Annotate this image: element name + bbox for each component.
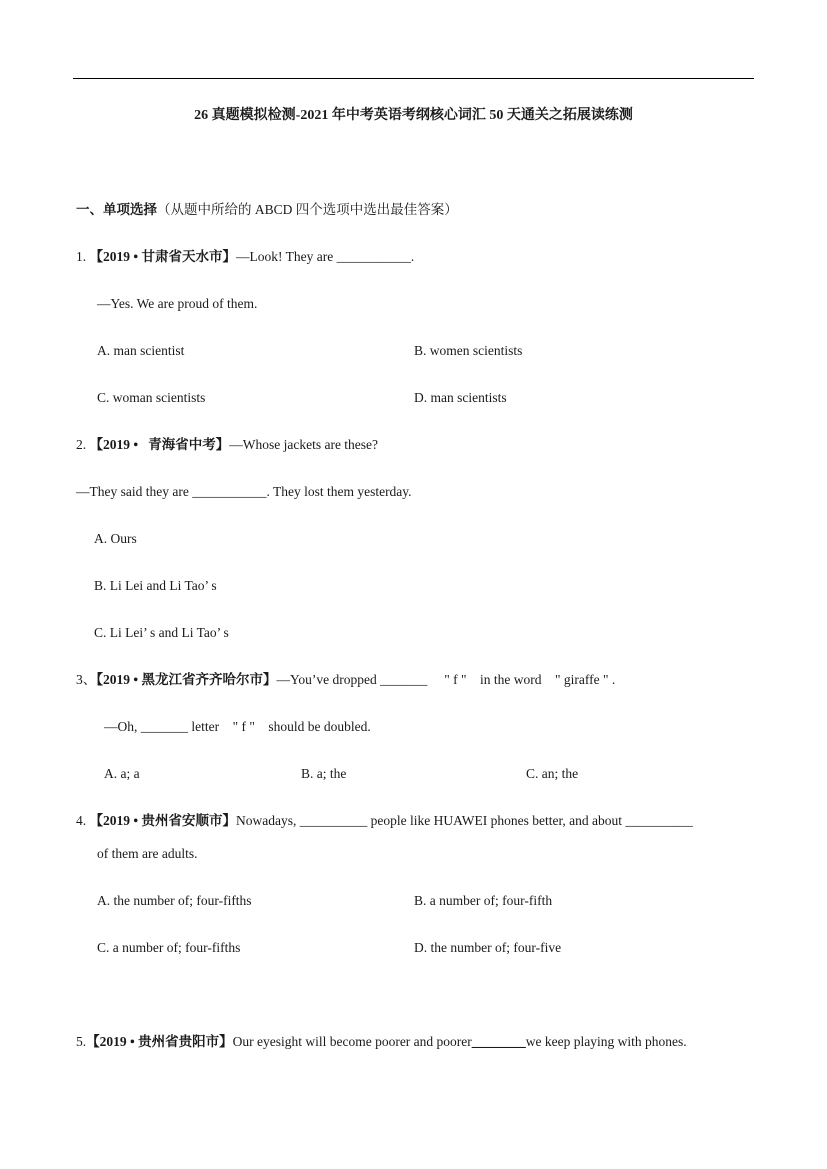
question-number: 4. [76,813,87,828]
question-3-stem [76,671,615,689]
question-text: —You’ve dropped _______ " f " in the word " giraffe " . [276,672,616,687]
question-1-stem [76,248,414,266]
question-number: 3、 [76,672,97,687]
question-5-stem [76,1033,687,1051]
question-source: 【2019 • 贵州省安顺市】 [89,813,236,828]
header-rule [73,78,754,79]
question-blank: ________ [471,1034,526,1049]
question-text: —Whose jackets are these? [229,437,379,452]
question-4-stem [76,812,693,830]
question-4-stem-continued: of them are adults. [97,846,198,861]
question-1-reply: —Yes. We are proud of them. [97,296,258,311]
question-1-option-d: D. man scientists [414,390,507,405]
question-text: —Look! They are ___________. [235,249,415,264]
question-3-option-b: B. a; the [301,766,347,781]
question-1-option-a: A. man scientist [97,343,185,358]
question-source: 【2019 • 贵州省贵阳市】 [86,1034,233,1049]
question-2-option-a: A. Ours [94,531,137,546]
question-number: 5. [76,1034,87,1049]
question-2-option-c: C. Li Lei’ s and Li Tao’ s [94,625,229,640]
question-text-tail: we keep playing with phones. [525,1034,687,1049]
section-heading [76,201,458,219]
question-1-option-b: B. women scientists [414,343,523,358]
question-4-option-d: D. the number of; four-five [414,940,562,955]
question-source: 【2019 • 黑龙江省齐齐哈尔市】 [96,672,277,687]
question-2-reply: —They said they are ___________. They lost them yesterday. [76,484,412,499]
question-2-option-b: B. Li Lei and Li Tao’ s [94,578,217,593]
question-1-option-c: C. woman scientists [97,390,206,405]
question-4-option-b: B. a number of; four-fifth [414,893,553,908]
question-number: 2. [76,437,87,452]
question-number: 1. [76,249,87,264]
question-source: 【2019 • 甘肃省天水市】 [89,249,236,264]
question-source: 【2019 • 青海省中考】 [89,437,230,452]
question-text: Nowadays, __________ people like HUAWEI phones better, and about __________ [235,813,693,828]
page-title: 26 真题模拟检测-2021 年中考英语考纲核心词汇 50 天通关之拓展读练测 [194,108,633,123]
section-heading-note: （从题中所给的 ABCD 四个选项中选出最佳答案） [157,202,458,217]
question-3-option-c: C. an; the [526,766,579,781]
question-2-stem [76,436,378,454]
section-heading-label: 一、单项选择 [76,202,157,217]
question-text: Our eyesight will become poorer and poorer [232,1034,472,1049]
question-3-reply: —Oh, _______ letter " f " should be doubled. [104,719,371,734]
question-4-option-a: A. the number of; four-fifths [97,893,252,908]
question-4-option-c: C. a number of; four-fifths [97,940,241,955]
question-3-option-a: A. a; a [104,766,140,781]
